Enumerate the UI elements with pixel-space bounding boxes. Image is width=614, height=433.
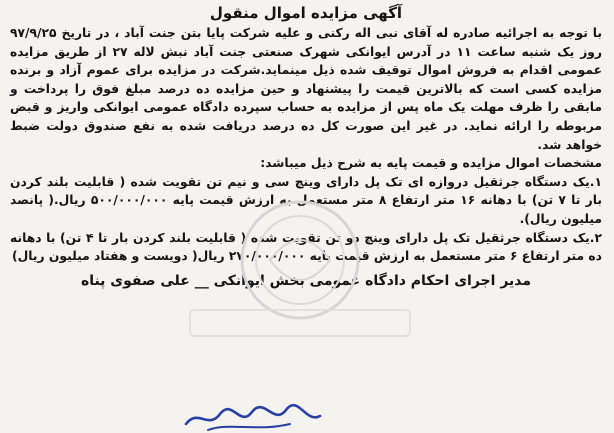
list-item: ۱.یک دستگاه جرثقیل دروازه ای تک پل دارای وینچ سی و نیم تن تقویت شده ( قابلیت بلند کردن بار تا ۷ تن) با دهانه ۱۶ متر ارتفاع ۸ متر مستعمل به ارزش قیمت پایه ۵۰۰/۰۰۰/۰۰۰ ریال.( پانصد میلیون ریال). (10, 174, 602, 226)
list-item: ۲.یک دستگاه جرثقیل تک پل دارای وینچ دو تن تقویت شده ( قابلیت بلند کردن بار تا ۴ تن) با دهانه ده متر ارتفاع ۶ متر مستعمل به ارزش قیمت پایه ۲۷۰/۰۰۰/۰۰۰ ریال( دویست و هفتاد میلیون ریال) (10, 230, 602, 264)
handwritten-signature-icon (178, 402, 328, 433)
specs-heading: مشخصات اموال مزایده و قیمت پایه به شرح ذیل میباشد: (260, 156, 602, 171)
notice-title: آگهی مزایده اموال منقول (209, 4, 403, 22)
notice-intro-paragraph: با توجه به اجرائیه صادره له آقای نبی اله رکنی و علیه شرکت پایا بتن جنت آباد ، در تاریخ ۹۷/۹/۲۵ روز یک شنبه ساعت ۱۱ در آدرس ایوانکی شهرک صنعتی جنت آباد نبش لاله ۲۷ از طریق مزایده عمومی اقدام به فروش اموال توقیف شده ذیل مینماید.شرکت در مزایده برای عموم آزاد و برنده مزایده کسی است که بالاترین قیمت را پیشنهاد و حین مزایده ده درصد مبلغ فوق را پرداخت و مابقی را ظرف مهلت یک ماه پس از مزایده به حساب سپرده دادگاه عمومی ایوانکی واریز و قبض مربوطه را ارائه نماید. در غیر این صورت کل ده درصد دریافت شده به نفع صندوق دولت ضبط خواهد شد. (10, 26, 603, 152)
signature-line: مدیر اجرای احکام دادگاه عمومی بخش ایوانکی __ علی صفوی پناه (80, 272, 532, 289)
